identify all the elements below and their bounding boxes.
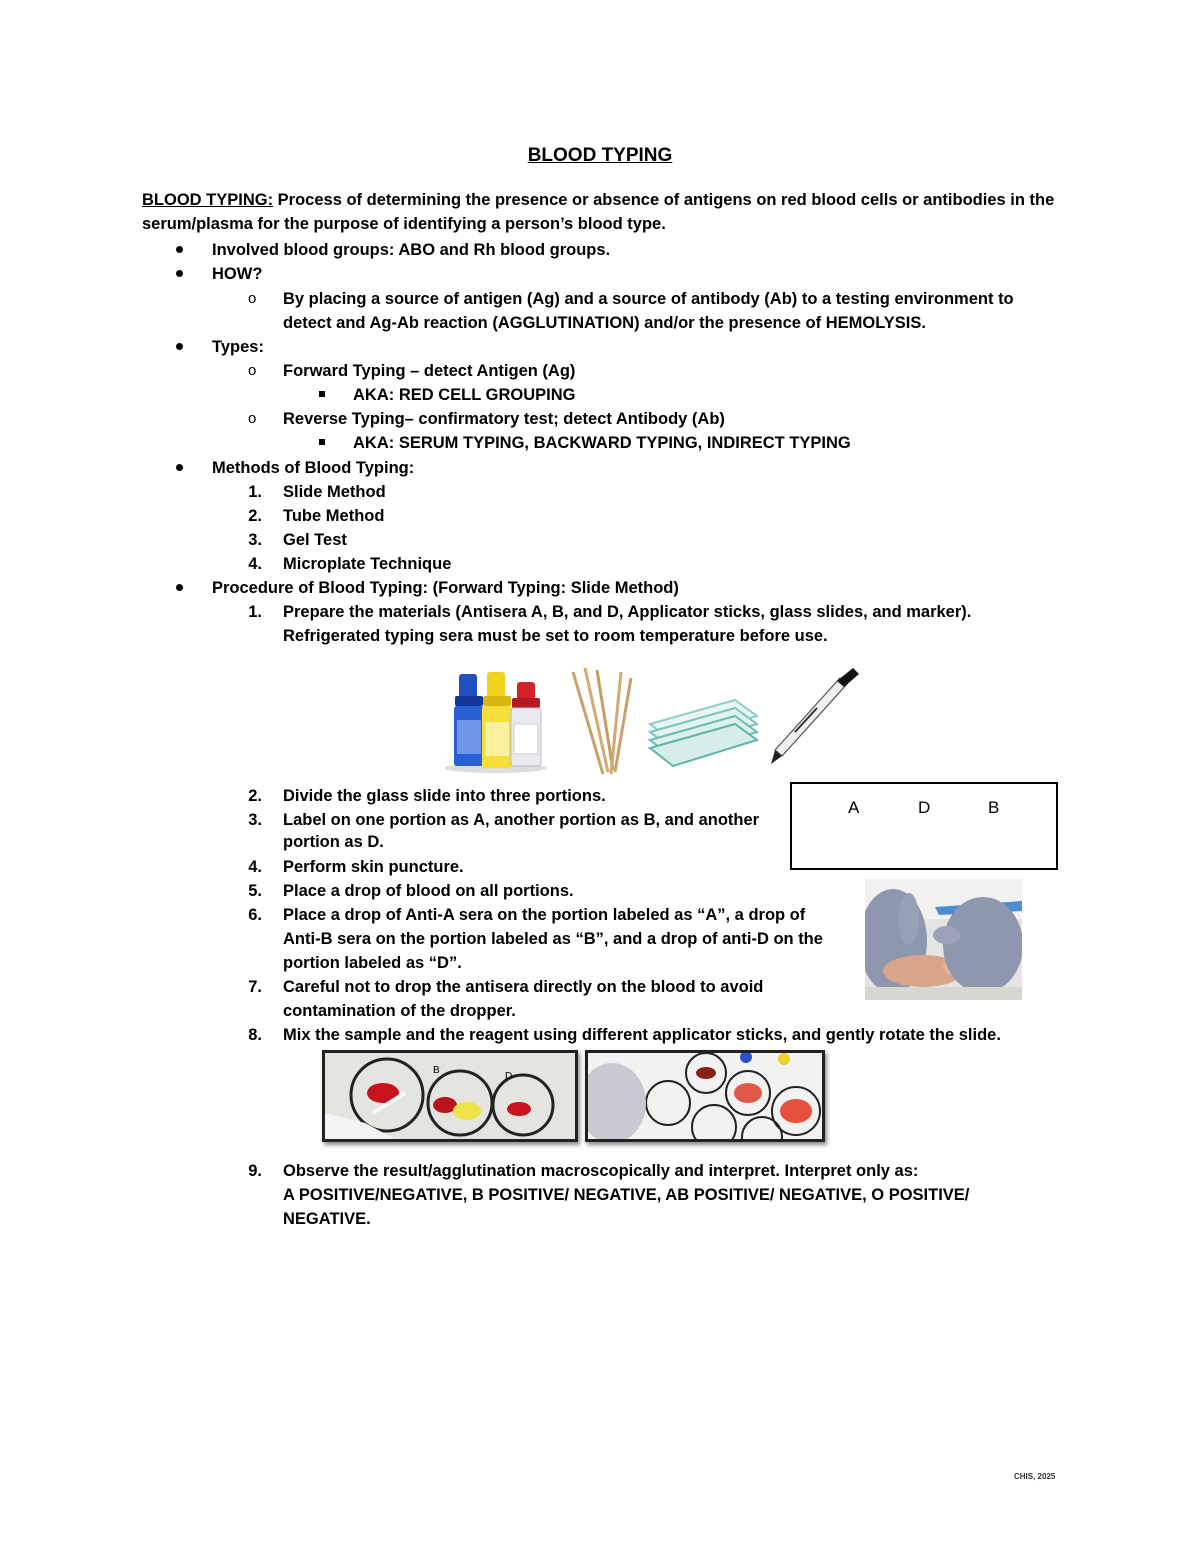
bullet-procedure: Procedure of Blood Typing: (Forward Typing: Slide Method) [212, 579, 679, 597]
bullet-blood-groups: Involved blood groups: ABO and Rh blood groups. [212, 241, 611, 259]
glass-slides [650, 700, 757, 766]
bullet-dot [176, 584, 183, 591]
bullet-types: Types: [212, 338, 264, 356]
slide-photo-left [322, 1050, 578, 1142]
agglutination-left-image [325, 1053, 575, 1139]
slide-label-a: A [848, 798, 860, 817]
reverse-typing: Reverse Typing– confirmatory test; detect Antibody (Ab) [283, 410, 725, 428]
applicator-sticks [573, 668, 631, 774]
intro-text-line2: serum/plasma for the purpose of identifying a person’s blood type. [142, 215, 666, 233]
slide-photo-right [585, 1050, 825, 1142]
agglutination-right-image [588, 1053, 822, 1139]
method-number: 2. [248, 507, 262, 525]
method-number: 3. [248, 531, 262, 549]
how-line2: detect and Ag-Ab reaction (AGGLUTINATION) and/or the presence of HEMOLYSIS. [283, 314, 926, 332]
step5-text: Place a drop of blood on all portions. [283, 882, 574, 900]
square-bullet [319, 439, 325, 445]
intro-label: BLOOD TYPING: [142, 191, 274, 209]
step7-line2: contamination of the dropper. [283, 1002, 516, 1020]
step1-line1: Prepare the materials (Antisera A, B, and D, Applicator sticks, glass slides, and marker). [283, 603, 972, 621]
step-number: 6. [248, 906, 262, 924]
sub-bullet-circle: o [248, 410, 257, 427]
method-number: 1. [248, 483, 262, 501]
antisera-bottles [445, 672, 547, 773]
forward-typing: Forward Typing – detect Antigen (Ag) [283, 362, 576, 380]
method-item: Tube Method [283, 507, 385, 525]
plate-label: D [505, 1071, 513, 1082]
step-number: 4. [248, 858, 262, 876]
step8-text: Mix the sample and the reagent using different applicator sticks, and gently rotate the slide. [283, 1026, 1001, 1044]
step-number: 9. [248, 1162, 262, 1180]
intro-text: Process of determining the presence or absence of antigens on red blood cells or antibodies in the [273, 191, 1055, 209]
reverse-aka: AKA: SERUM TYPING, BACKWARD TYPING, INDIRECT TYPING [353, 434, 851, 452]
step6-line1: Place a drop of Anti-A sera on the portion labeled as “A”, a drop of [283, 906, 806, 924]
step-number: 2. [248, 787, 262, 805]
materials-image [445, 664, 865, 776]
method-item: Microplate Technique [283, 555, 452, 573]
method-item: Gel Test [283, 531, 347, 549]
slide-label-b: B [988, 798, 1000, 817]
bullet-dot [176, 246, 183, 253]
slide-label-diagram [790, 782, 1058, 870]
step-number: 5. [248, 882, 262, 900]
how-line1: By placing a source of antigen (Ag) and a source of antibody (Ab) to a testing environment to [283, 290, 1014, 308]
step9-line1: Observe the result/agglutination macroscopically and interpret. Interpret only as: [283, 1162, 919, 1180]
sub-bullet-circle: o [248, 290, 257, 307]
bullet-how: HOW? [212, 265, 263, 283]
method-number: 4. [248, 555, 262, 573]
method-item: Slide Method [283, 483, 386, 501]
intro-paragraph [142, 188, 1054, 212]
step2-text: Divide the glass slide into three portions. [283, 787, 606, 805]
step6-line2: Anti-B sera on the portion labeled as “B”, and a drop of anti-D on the [283, 930, 823, 948]
plate-label: B [433, 1065, 440, 1076]
step-number: 7. [248, 978, 262, 996]
bullet-dot [176, 464, 183, 471]
bullet-dot [176, 270, 183, 277]
step4-text: Perform skin puncture. [283, 858, 464, 876]
sub-bullet-circle: o [248, 362, 257, 379]
square-bullet [319, 391, 325, 397]
marker-pen [771, 668, 859, 764]
step7-line1: Careful not to drop the antisera directly on the blood to avoid [283, 978, 764, 996]
step6-line3: portion labeled as “D”. [283, 954, 462, 972]
step3-line1: Label on one portion as A, another portion as B, and another [283, 811, 760, 829]
step-number: 3. [248, 811, 262, 829]
step1-line2: Refrigerated typing sera must be set to room temperature before use. [283, 627, 828, 645]
forward-aka: AKA: RED CELL GROUPING [353, 386, 576, 404]
step3-line2: portion as D. [283, 833, 384, 851]
slide-label-d: D [918, 798, 931, 817]
page-footer: CHIS, 2025 [1014, 1472, 1056, 1481]
step-number: 8. [248, 1026, 262, 1044]
page-title: BLOOD TYPING [527, 145, 673, 166]
skin-puncture-photo [865, 879, 1022, 1000]
step9-line3: NEGATIVE. [283, 1210, 371, 1228]
step9-line2: A POSITIVE/NEGATIVE, B POSITIVE/ NEGATIVE, AB POSITIVE/ NEGATIVE, O POSITIVE/ [283, 1186, 970, 1204]
bullet-dot [176, 343, 183, 350]
bullet-methods: Methods of Blood Typing: [212, 459, 415, 477]
step-number: 1. [248, 603, 262, 621]
